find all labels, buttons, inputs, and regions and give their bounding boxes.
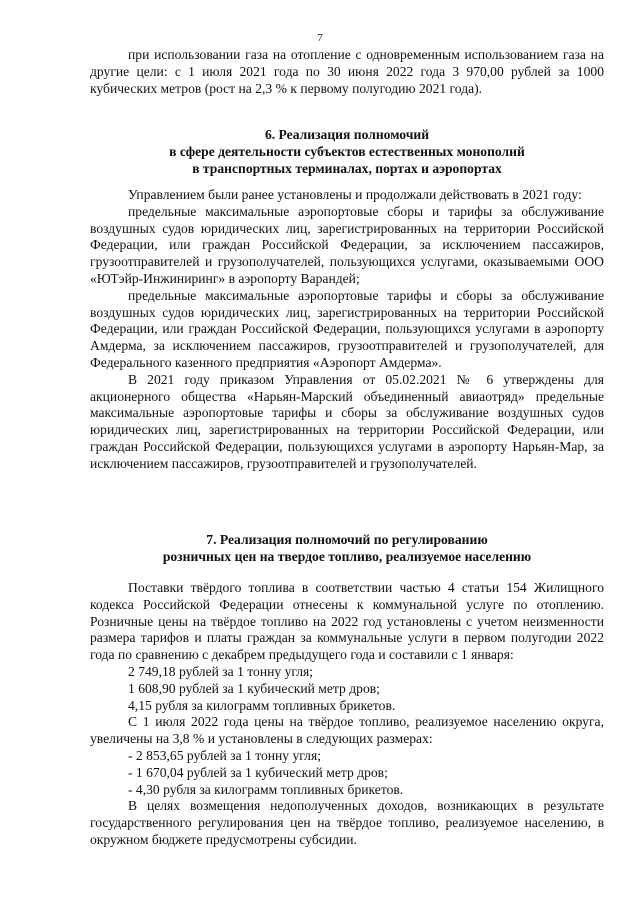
section-7-paragraph-2: С 1 июля 2022 года цены на твёрдое топливо, реализуемое населению округа, увеличены на 3,8 % и установлены в следующих размерах: <box>90 714 604 747</box>
section-6-paragraph-1: Управлением были ранее установлены и продолжали действовать в 2021 году: <box>128 187 582 202</box>
price-list-item: 4,15 рубля за килограмм топливных брикетов. <box>128 697 396 713</box>
section-6-heading <box>90 127 604 177</box>
section-7-body <box>90 580 604 849</box>
section-6-paragraph-3: предельные максимальные аэропортовые тарифы и сборы за обслуживание воздушных судов юридических лиц, зарегистрированных на территории Российской Федерации, или граждан Российской Федерации, пользующихся услугами в аэропорту Амдерма, за исключением пассажиров, грузоотправителей и грузополучателей, для Федерального казенного предприятия «Аэропорт Амдерма». <box>90 287 604 370</box>
section-7-heading-line-1: 7. Реализация полномочий по регулированию <box>206 532 488 547</box>
section-7-heading-line-2: розничных цен на твердое топливо, реализуемое населению <box>162 548 532 564</box>
price-list-item: - 1 670,04 рублей за 1 кубический метр дров; <box>128 764 388 780</box>
price-list-item: - 2 853,65 рублей за 1 тонну угля; <box>128 747 322 763</box>
price-list-item: 1 608,90 рублей за 1 кубический метр дров; <box>128 680 380 696</box>
section-6-heading-line-2: в сфере деятельности субъектов естественных монополий <box>169 143 525 159</box>
section-6-heading-line-3: в транспортных терминалах, портах и аэропортах <box>192 160 502 176</box>
section-6-body <box>90 187 604 473</box>
section-7-paragraph-1: Поставки твёрдого топлива в соответствии частью 4 статьи 154 Жилищного кодекса Российской Федерации отнесены к коммунальной услуге по отоплению. Розничные цены на твёрдое топливо на 2022 год установлены с учетом неизменности размера тарифов и платы граждан за коммунальные услуги в первом полугодии 2022 года по сравнению с декабрем предыдущего года и составили с 1 января: <box>90 580 604 663</box>
section-7-heading <box>90 532 604 566</box>
section-6-paragraph-4: В 2021 году приказом Управления от 05.02.2021 № 6 утверждены для акционерного общества «Нарьян-Марский объединенный авиаотряд» предельные максимальные аэропортовые тарифы и сборы за обслуживание воздушных судов юридических лиц, зарегистрированных на территории Российской Федерации, или граждан Российской Федерации, пользующихся услугами в аэропорту Нарьян-Мар, за исключением пассажиров, грузоотправителей и грузополучателей. <box>90 371 604 471</box>
price-list-item: - 4,30 рубля за килограмм топливных брикетов. <box>128 781 404 797</box>
page-number: 7 <box>317 32 323 44</box>
intro-block <box>90 47 604 97</box>
section-6-heading-line-1: 6. Реализация полномочий <box>264 127 430 142</box>
price-list-item: 2 749,18 рублей за 1 тонну угля; <box>128 663 314 679</box>
intro-paragraph: при использовании газа на отопление с одновременным использованием газа на другие цели: с 1 июля 2021 года по 30 июня 2022 года 3 970,00 рублей за 1000 кубических метров (рост на 2,3 % к первому полугодию 2021 года). <box>90 47 604 96</box>
section-7-paragraph-3: В целях возмещения недополученных доходов, возникающих в результате государственного регулирования цен на твёрдое топливо, реализуемое населению, в окружном бюджете предусмотрены субсидии. <box>90 798 604 847</box>
section-6-paragraph-2: предельные максимальные аэропортовые сборы и тарифы за обслуживание воздушных судов юридических лиц, зарегистрированных на территории Российской Федерации, или граждан Российской Федерации, за исключением пассажиров, грузоотправителей и грузополучателей, пользующихся услугами, оказываемыми ООО «ЮТэйр-Инжиниринг» в аэропорту Варандей; <box>90 203 604 286</box>
